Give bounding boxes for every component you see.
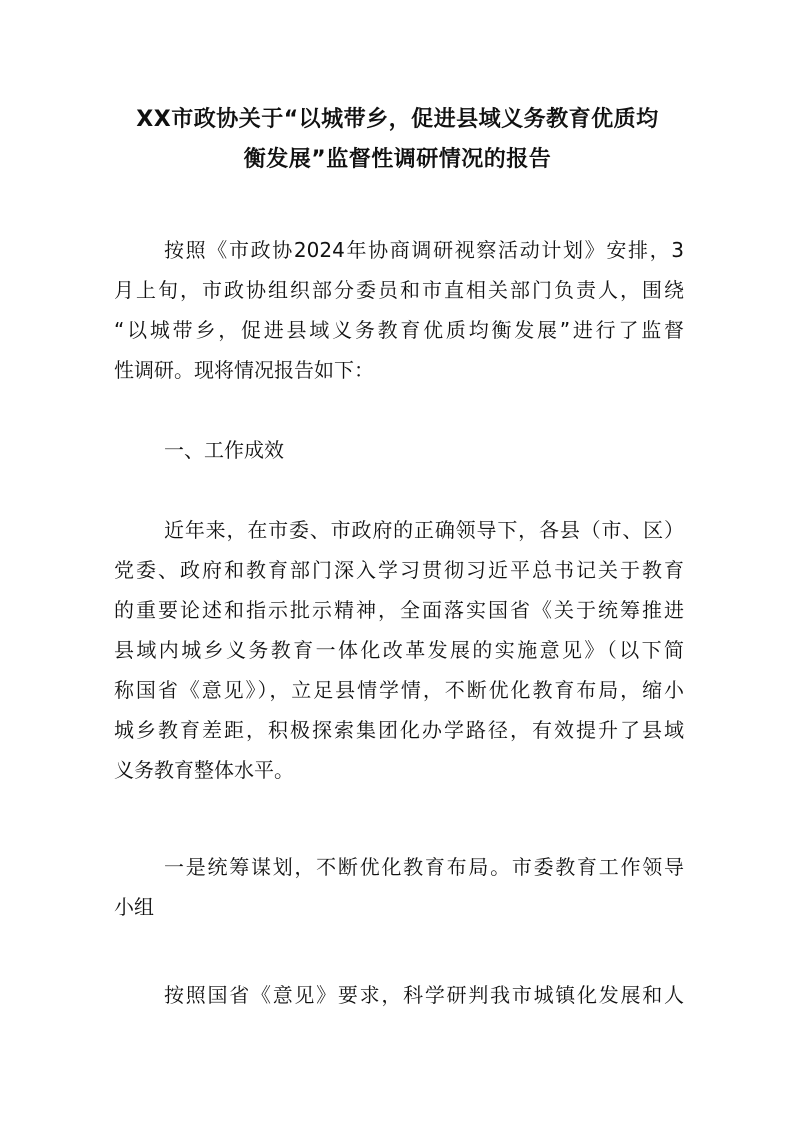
section-1-line-1: 近年来，在市委、市政府的正确领导下，各县（市、区） [164, 518, 684, 542]
intro-line-4: 性调研。现将情况报告如下： [114, 358, 374, 382]
section-1-line-3: 的重要论述和指示批示精神，全面落实国省《关于统筹推进 [114, 598, 684, 622]
title-line-2: 衡发展”监督性调研情况的报告 [243, 147, 552, 172]
point-1-paragraph [114, 847, 684, 927]
intro-line-2: 月上旬，市政协组织部分委员和市直相关部门负责人，围绕 [114, 278, 684, 302]
point-1-body-line-1: 按照国省《意见》要求，科学研判我市城镇化发展和人 [164, 983, 684, 1007]
intro-line-1: 按照《市政协2024年协商调研视察活动计划》安排，3 [164, 238, 684, 262]
point-1-body-paragraph [114, 975, 684, 1015]
intro-line-3: “以城带乡，促进县域义务教育优质均衡发展”进行了监督 [114, 318, 684, 342]
title-line-1: XX市政协关于“以城带乡，促进县域义务教育优质均 [136, 107, 659, 132]
section-1-line-4: 县域内城乡义务教育一体化改革发展的实施意见》（以下简 [114, 638, 684, 662]
intro-paragraph [114, 230, 684, 390]
point-1-line-1: 一是统筹谋划，不断优化教育布局。市委教育工作领导 [164, 855, 684, 879]
section-1-line-2: 党委、政府和教育部门深入学习贯彻习近平总书记关于教育 [114, 558, 684, 582]
document-title [110, 100, 685, 180]
section-1-paragraph [114, 510, 684, 790]
section-heading [114, 430, 684, 470]
section-1-heading: 一、工作成效 [164, 438, 284, 462]
point-1-line-2: 小组 [114, 895, 154, 919]
section-1-line-5: 称国省《意见》），立足县情学情，不断优化教育布局，缩小 [114, 678, 684, 702]
section-1-line-6: 城乡教育差距，积极探索集团化办学路径，有效提升了县域 [114, 718, 684, 742]
section-1-line-7: 义务教育整体水平。 [114, 758, 294, 782]
